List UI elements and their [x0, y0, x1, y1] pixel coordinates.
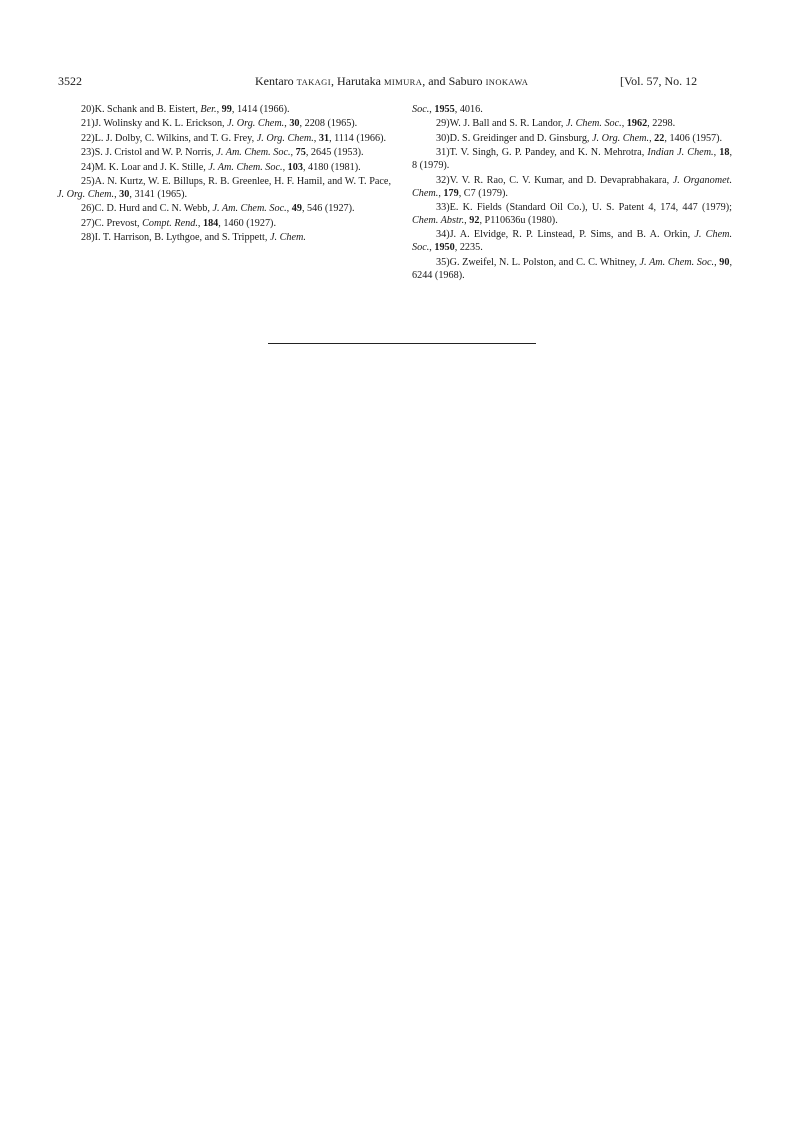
volume-number: 1962	[626, 118, 648, 130]
reference-text: , 2645 (1953).	[305, 147, 364, 159]
reference-text: ,	[713, 147, 720, 159]
reference-text: , 8 (1979).	[412, 147, 733, 172]
volume-number: 30	[119, 188, 130, 200]
reference-entry	[57, 231, 391, 244]
journal-name: J. Chem. Soc.	[565, 118, 622, 130]
reference-entry	[57, 103, 391, 116]
volume-number: 99	[221, 104, 232, 115]
volume-number: 184	[202, 217, 219, 229]
volume-number: 22	[654, 132, 665, 144]
reference-text: C. D. Hurd and C. N. Webb,	[94, 203, 213, 215]
reference-text: , 2298.	[647, 118, 676, 130]
journal-name: J. Organomet. Chem.	[412, 174, 732, 199]
reference-text: I. T. Harrison, B. Lythgoe, and S. Trippett,	[94, 232, 270, 244]
volume-number: 30	[289, 118, 300, 130]
reference-number: 30)	[436, 132, 450, 144]
reference-text: , 3141 (1965).	[129, 188, 188, 200]
reference-entry	[412, 117, 732, 130]
reference-text: K. Schank and B. Eistert,	[94, 104, 201, 115]
journal-name: J. Org. Chem.	[256, 132, 314, 144]
reference-text: , 546 (1927).	[301, 203, 355, 215]
journal-name: Soc.	[412, 104, 430, 115]
journal-name: Compt. Rend.	[142, 217, 198, 229]
reference-text: ,	[290, 147, 296, 159]
reference-number: 27)	[81, 217, 95, 229]
author-separator: , and	[422, 74, 449, 88]
reference-number: 26)	[81, 203, 95, 215]
reference-text: , 1406 (1957).	[664, 132, 723, 144]
reference-text: ,	[438, 187, 444, 199]
volume-number: 1955	[434, 104, 455, 115]
journal-name: J. Am. Chem. Soc.	[212, 203, 287, 215]
reference-entry	[412, 228, 732, 254]
reference-entry	[57, 202, 391, 215]
reference-entry	[57, 117, 391, 130]
reference-number: 20)	[81, 104, 95, 115]
reference-text: ,	[197, 217, 203, 229]
reference-text: W. J. Ball and S. R. Landor,	[449, 118, 566, 130]
author-given-name: Harutaka	[336, 74, 384, 88]
reference-number: 32)	[436, 174, 450, 186]
volume-number: 1950	[434, 242, 455, 254]
journal-name: J. Org. Chem.	[592, 132, 650, 144]
reference-entry	[57, 161, 391, 174]
reference-text: ,	[216, 104, 222, 115]
reference-text: , 4016.	[454, 104, 483, 115]
volume-number: 90	[719, 256, 730, 268]
reference-number: 22)	[81, 132, 95, 144]
reference-text: T. V. Singh, G. P. Pandey, and K. N. Mehrotra,	[449, 147, 648, 159]
reference-text: ,	[284, 118, 290, 130]
reference-text: M. K. Loar and J. K. Stille,	[94, 161, 209, 173]
reference-text: J. Wolinsky and K. L. Erickson,	[94, 118, 228, 130]
reference-text: , P110636u (1980).	[479, 214, 558, 226]
journal-name: J. Chem. Soc.	[412, 229, 733, 254]
reference-text: S. J. Cristol and W. P. Norris,	[94, 147, 217, 159]
reference-number: 23)	[81, 147, 95, 159]
reference-text: , 2235.	[454, 242, 483, 254]
reference-number: 29)	[436, 118, 450, 130]
reference-entry	[57, 132, 391, 145]
journal-name: Indian J. Chem.	[647, 147, 714, 159]
journal-name: J. Chem.	[269, 232, 306, 244]
journal-name: J. Org. Chem.	[227, 118, 285, 130]
author-given-name: Saburo	[448, 74, 486, 88]
reference-text: ,	[621, 118, 627, 130]
reference-text: , C7 (1979).	[458, 187, 508, 199]
reference-number: 24)	[81, 161, 95, 173]
reference-text: C. Prevost,	[94, 217, 143, 229]
reference-entry	[412, 256, 732, 282]
reference-entry	[412, 132, 732, 145]
reference-entry	[57, 217, 391, 230]
reference-entry	[412, 201, 732, 227]
end-rule	[268, 343, 536, 344]
reference-entry	[412, 174, 732, 200]
reference-text: , 1460 (1927).	[218, 217, 276, 229]
reference-number: 35)	[436, 256, 450, 268]
reference-text: ,	[429, 242, 435, 254]
volume-number: 92	[469, 214, 480, 226]
volume-number: 18	[719, 147, 730, 159]
running-title	[255, 74, 528, 89]
reference-text: D. S. Greidinger and D. Ginsburg,	[449, 132, 593, 144]
volume-info: [Vol. 57, No. 12	[620, 74, 698, 88]
journal-name: Chem. Abstr.	[412, 214, 465, 226]
author-separator: ,	[330, 74, 337, 88]
reference-text: ,	[286, 203, 292, 215]
reference-number: 34)	[436, 229, 450, 241]
page-number: 3522	[58, 74, 82, 88]
reference-number: 28)	[81, 232, 95, 244]
reference-number: 31)	[436, 147, 450, 159]
reference-text: , 2208 (1965).	[299, 118, 358, 130]
reference-text: , 1414 (1966).	[231, 104, 290, 115]
reference-text: ,	[313, 132, 319, 144]
reference-text: A. N. Kurtz, W. E. Billups, R. B. Greenlee, H. F. Hamil, and W. T. Pace,	[94, 175, 391, 187]
reference-entry	[412, 103, 732, 116]
journal-name: J. Am. Chem. Soc.	[216, 147, 291, 159]
reference-text: V. V. R. Rao, C. V. Kumar, and D. Devaprabhakara,	[449, 174, 673, 186]
author-family-name: MIMURA	[383, 77, 423, 87]
volume-number: 179	[443, 187, 459, 199]
reference-text: G. Zweifel, N. L. Polston, and C. C. Whitney,	[449, 256, 640, 268]
volume-number: 75	[295, 147, 306, 159]
reference-number: 33)	[436, 201, 450, 213]
references-column-right	[412, 103, 732, 283]
reference-text: , 1114 (1966).	[329, 132, 387, 144]
volume-number: 49	[291, 203, 302, 215]
reference-text: ,	[649, 132, 655, 144]
reference-entry	[57, 175, 391, 201]
journal-name: Ber.	[200, 104, 217, 115]
reference-number: 21)	[81, 118, 95, 130]
volume-number: 31	[318, 132, 330, 144]
reference-text: E. K. Fields (Standard Oil Co.), U. S. Patent 4, 174, 447 (1979);	[449, 201, 732, 213]
references-column-left	[57, 103, 391, 246]
journal-name: J. Am. Chem. Soc.	[639, 256, 715, 268]
journal-name: J. Org. Chem.	[57, 188, 115, 200]
reference-text: ,	[282, 161, 288, 173]
reference-text: , 4180 (1981).	[302, 161, 361, 173]
reference-text: J. A. Elvidge, R. P. Linstead, P. Sims, and B. A. Orkin,	[449, 229, 695, 241]
author-family-name: TAKAGI	[296, 77, 331, 87]
reference-text: , 6244 (1968).	[412, 256, 732, 281]
volume-number: 103	[287, 161, 303, 173]
reference-text: ,	[714, 256, 720, 268]
author-given-name: Kentaro	[255, 74, 297, 88]
reference-text: ,	[464, 214, 470, 226]
reference-number: 25)	[81, 175, 95, 187]
journal-name: J. Am. Chem. Soc.	[208, 161, 283, 173]
reference-text: L. J. Dolby, C. Wilkins, and T. G. Frey,	[94, 132, 257, 144]
reference-entry	[412, 146, 732, 172]
author-family-name: INOKAWA	[485, 77, 529, 87]
reference-entry	[57, 146, 391, 159]
reference-text: ,	[114, 188, 120, 200]
reference-text: ,	[429, 104, 435, 115]
